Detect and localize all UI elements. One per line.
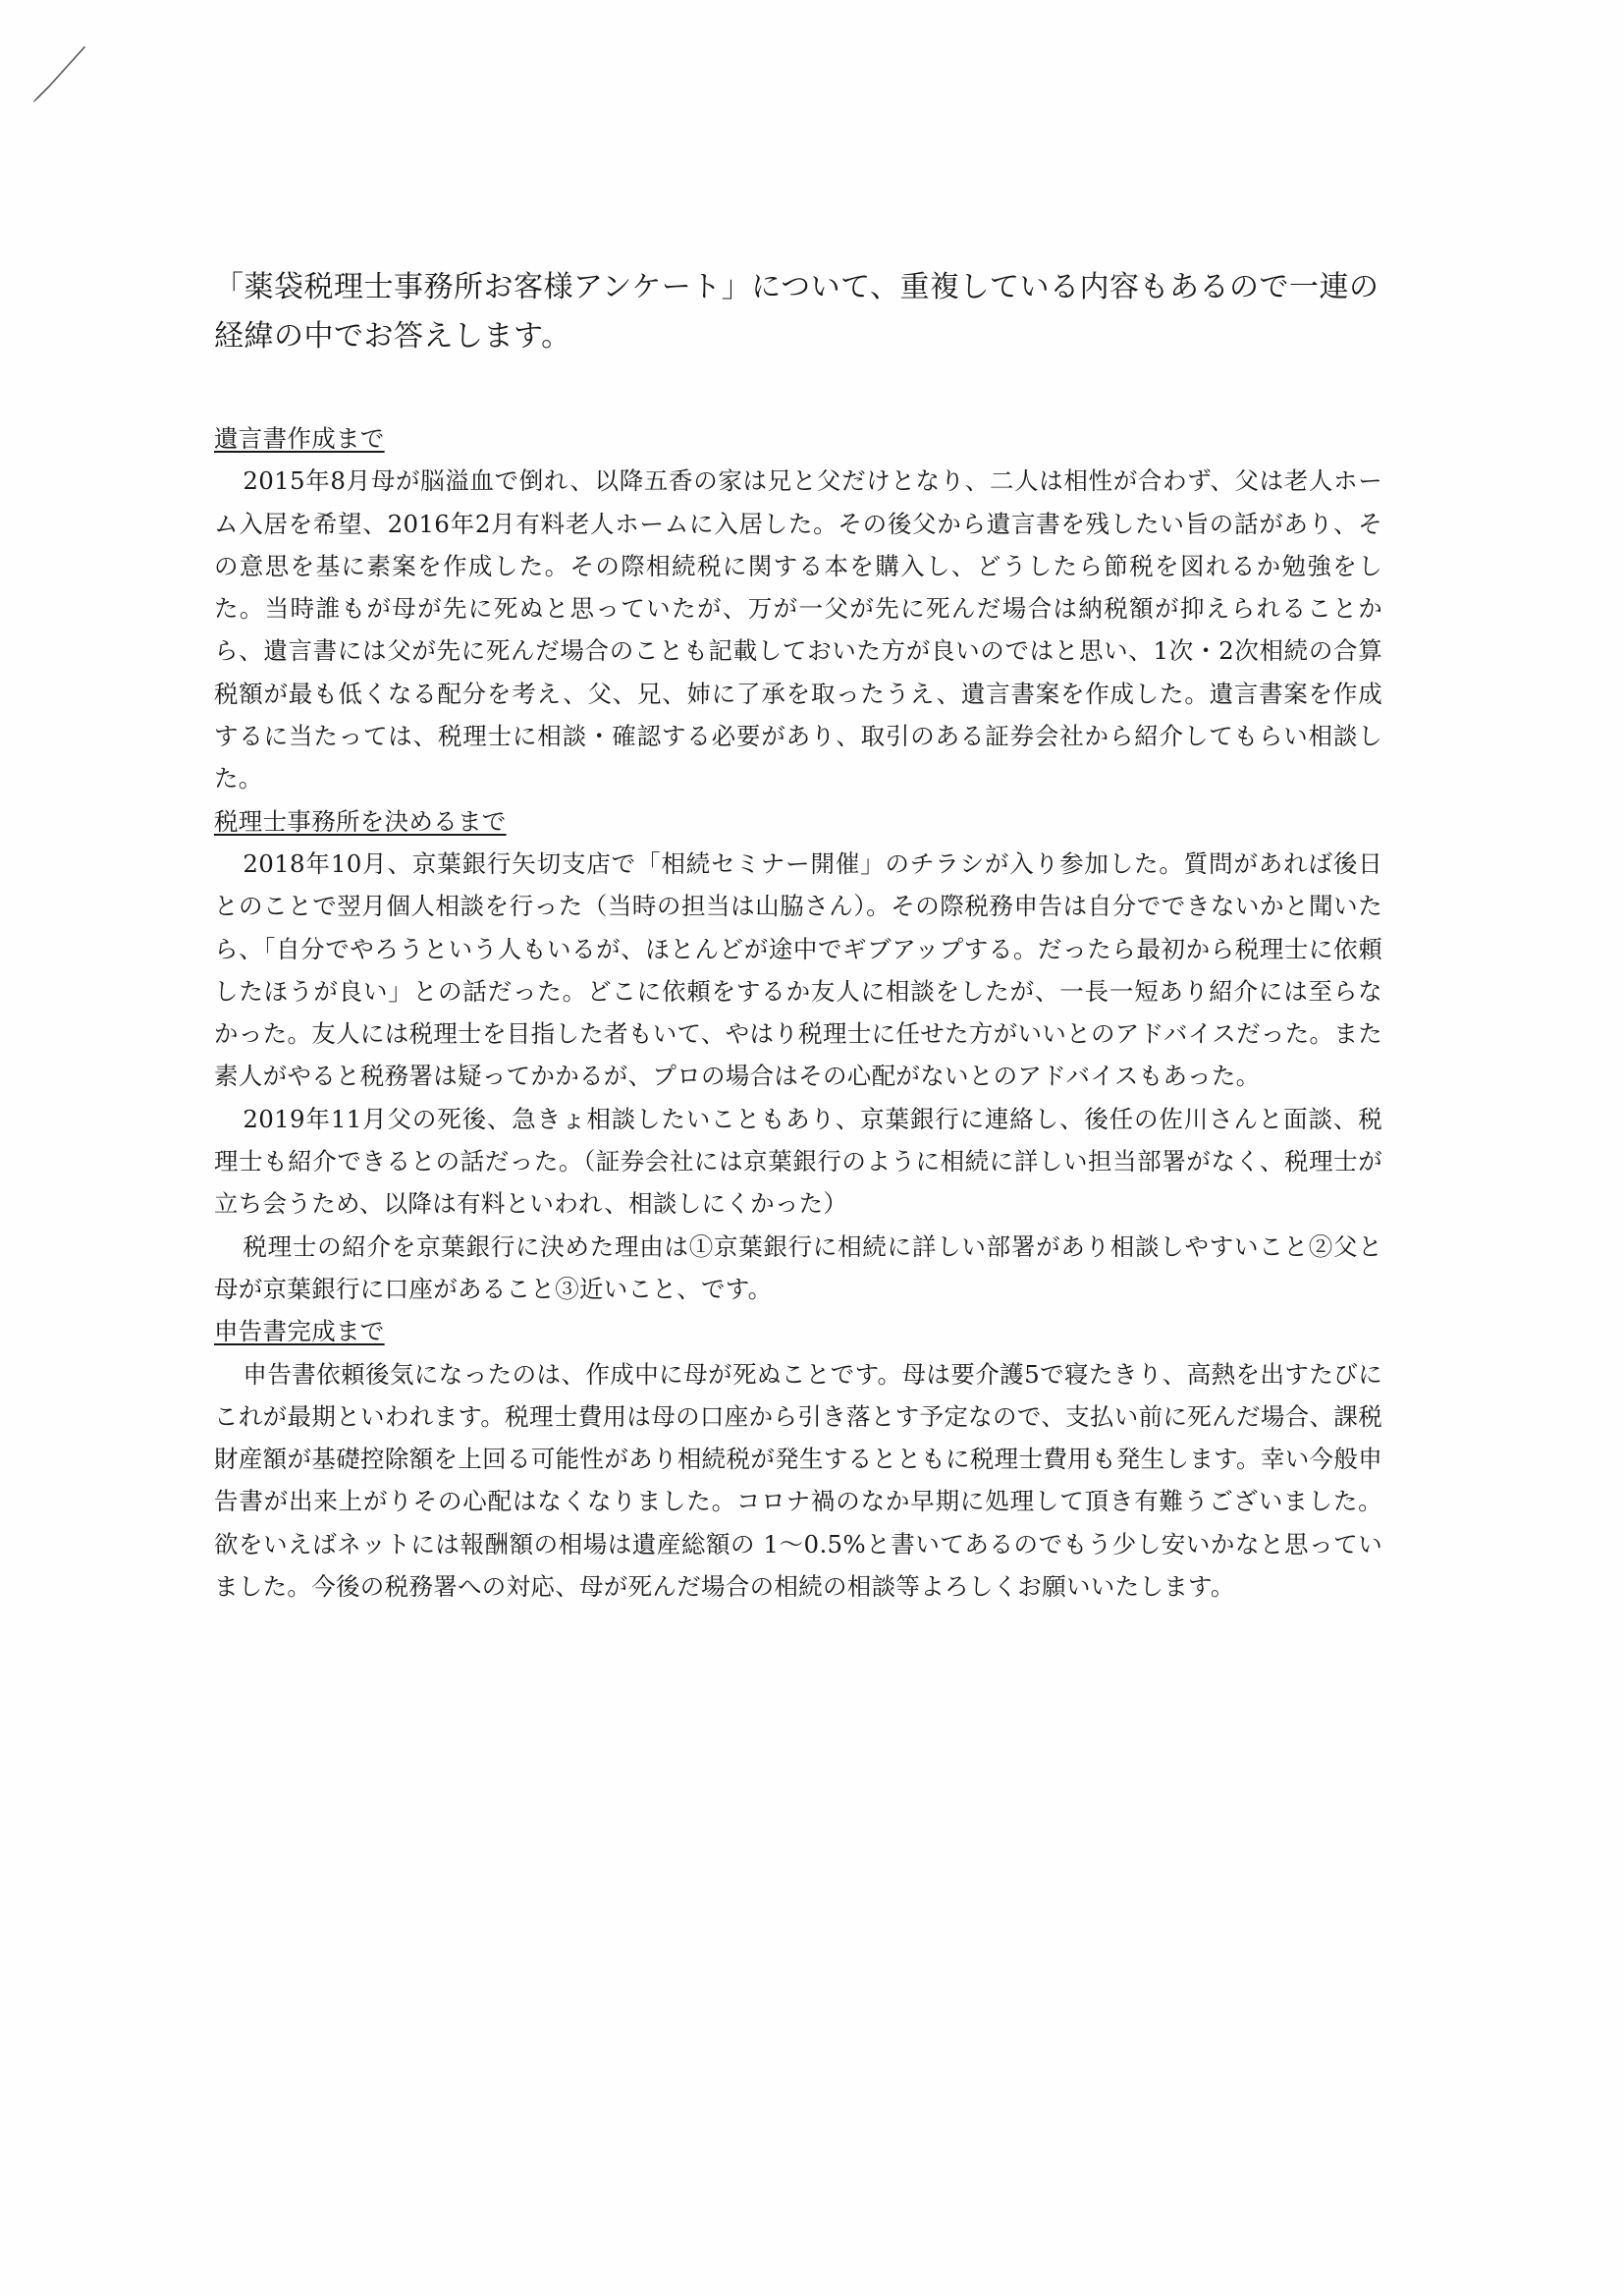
letter-body	[214, 417, 1382, 1608]
paragraph: 申告書依頼後気になったのは、作成中に母が死ぬことです。母は要介護5で寝たきり、高熱を出すたびにこれが最期といわれます。税理士費用は母の口座から引き落とす予定なので、支払い前に死んだ場合、課税財産額が基礎控除額を上回る可能性があり相続税が発生するとともに税理士費用も発生します。幸い今般申告書が出来上がりその心配はなくなりました。コロナ禍のなか早期に処理して頂き有難うございました。欲をいえばネットには報酬額の相場は遺産総額の 1～0.5%と書いてあるのでもう少し安いかなと思っていました。今後の税務署への対応、母が死んだ場合の相続の相談等よろしくお願いいたします。	[214, 1359, 1382, 1602]
section-choosing-office	[214, 800, 1382, 1311]
paragraph: 2019年11月父の死後、急きょ相談したいこともあり、京葉銀行に連絡し、後任の佐川さんと面談、税理士も紹介できるとの話だった。（証券会社には京葉銀行のように相続に詳しい担当部署がなく、税理士が立ち会うため、以降は有料といわれ、相談しにくかった）	[214, 1104, 1382, 1219]
paragraph: 2015年8月母が脳溢血で倒れ、以降五香の家は兄と父だけとなり、二人は相性が合わず、父は老人ホーム入居を希望、2016年2月有料老人ホームに入居した。その後父から遺言書を残したい旨の話があり、その意思を基に素案を作成した。その際相続税に関する本を購入し、どうしたら節税を図れるか勉強をした。当時誰もが母が先に死ぬと思っていたが、万が一父が先に死んだ場合は納税額が抑えられることから、遺言書には父が先に死んだ場合のことも記載しておいた方が良いのではと思い、1次・2次相続の合算税額が最も低くなる配分を考え、父、兄、姉に了承を取ったうえ、遺言書案を作成した。遺言書案を作成するに当たっては、税理士に相談・確認する必要があり、取引のある証券会社から紹介してもらい相談した。	[214, 466, 1382, 793]
section-heading: 税理士事務所を決めるまで	[214, 806, 507, 836]
section-heading: 申告書完成まで	[214, 1317, 385, 1346]
paragraph: 2018年10月、京葉銀行矢切支店で「相続セミナー開催」のチラシが入り参加した。質問があれば後日とのことで翌月個人相談を行った（当時の担当は山脇さん）。その際税務申告は自分でできないかと聞いたら、「自分でやろうという人もいるが、ほとんどが途中でギブアップする。だったら最初から税理士に依頼したほうが良い」との話だった。どこに依頼をするか友人に相談をしたが、一長一短あり紹介には至らなかった。友人には税理士を目指した者もいて、やはり税理士に任せた方がいいとのアドバイスだった。また素人がやると税務署は疑ってかかるが、プロの場合はその心配がないとのアドバイスもあった。	[214, 848, 1382, 1091]
section-heading: 遺言書作成まで	[214, 424, 385, 453]
pen-stroke-mark	[27, 39, 96, 108]
section-will-drafting	[214, 417, 1382, 800]
section-return-completion	[214, 1310, 1382, 1608]
intro-text: 「薬袋税理士事務所お客様アンケート」について、重複している内容もあるので一連の経緯の中でお答えします。	[214, 270, 1380, 354]
paragraph: 税理士の紹介を京葉銀行に決めた理由は①京葉銀行に相続に詳しい部署があり相談しやすいこと②父と母が京葉銀行に口座があること③近いこと、です。	[214, 1231, 1382, 1303]
